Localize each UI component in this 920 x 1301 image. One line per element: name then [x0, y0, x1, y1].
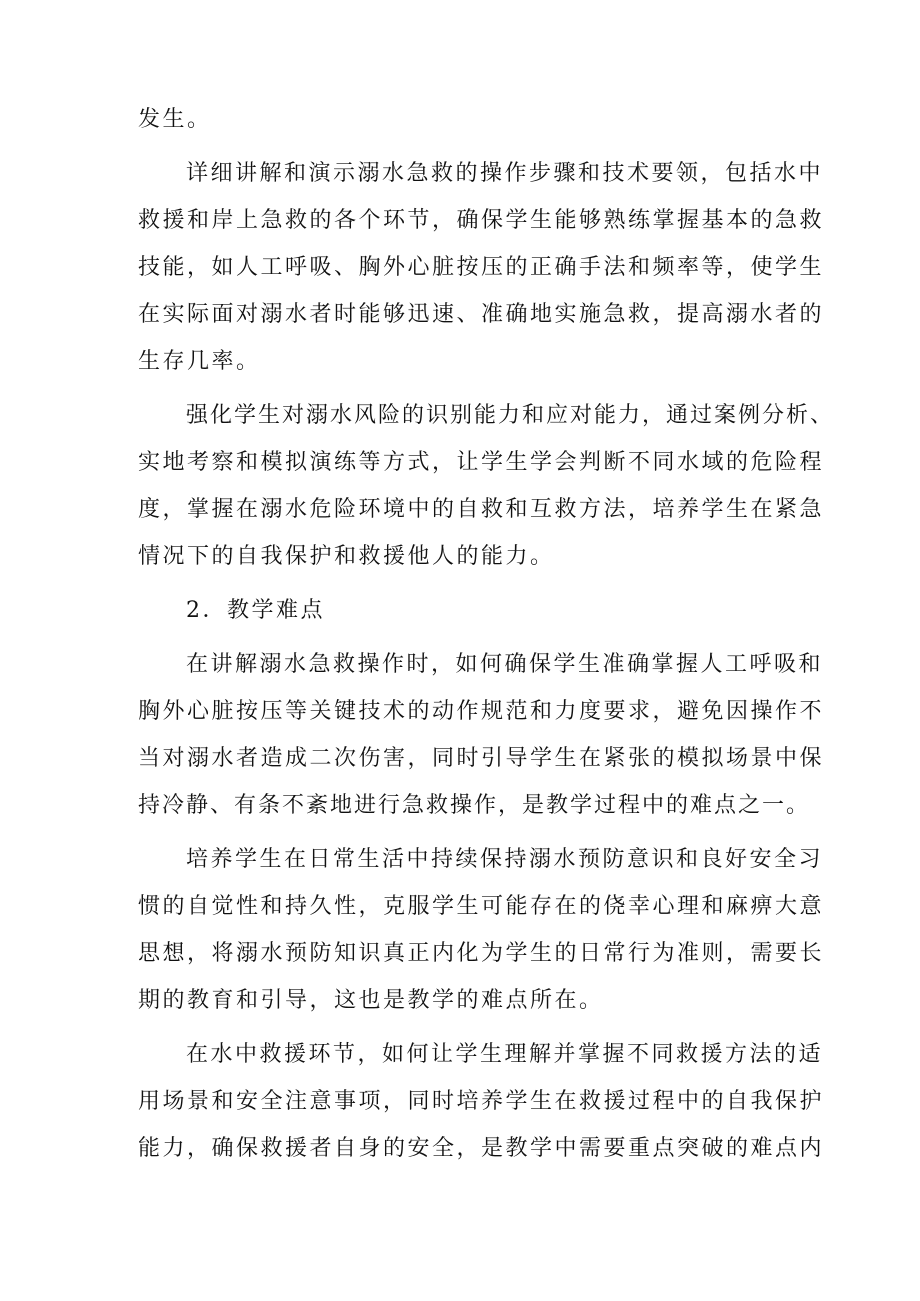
text-line: 在讲解溺水急救操作时，如何确保学生准确掌握人工呼吸和	[186, 652, 824, 677]
text-line: 强化学生对溺水风险的识别能力和应对能力，通过案例分析、	[186, 403, 835, 428]
text-line: 在水中救援环节，如何让学生理解并掌握不同救援方法的适	[186, 1042, 824, 1067]
section-heading: 2．教学难点	[186, 598, 325, 623]
text-line: 用场景和安全注意事项，同时培养学生在救援过程中的自我保护	[138, 1089, 825, 1114]
text-line: 度，掌握在溺水危险环境中的自救和互救方法，培养学生在紧急	[138, 497, 825, 522]
text-line: 实地考察和模拟演练等方式，让学生学会判断不同水域的危险程	[138, 450, 825, 475]
text-line: 惯的自觉性和持久性，克服学生可能存在的侥幸心理和麻痹大意	[138, 894, 825, 919]
text-line: 当对溺水者造成二次伤害，同时引导学生在紧张的模拟场景中保	[138, 746, 825, 771]
text-line: 详细讲解和演示溺水急救的操作步骤和技术要领，包括水中	[186, 161, 824, 186]
text-line: 发生。	[138, 107, 212, 132]
text-line: 能力，确保救援者自身的安全，是教学中需要重点突破的难点内	[138, 1136, 825, 1161]
text-line: 培养学生在日常生活中持续保持溺水预防意识和良好安全习	[186, 847, 824, 872]
text-line: 胸外心脏按压等关键技术的动作规范和力度要求，避免因操作不	[138, 699, 825, 724]
document-body	[138, 96, 835, 1172]
text-line: 情况下的自我保护和救援他人的能力。	[138, 544, 555, 569]
text-line: 在实际面对溺水者时能够迅速、准确地实施急救，提高溺水者的	[138, 302, 825, 327]
text-line: 持冷静、有条不紊地进行急救操作，是教学过程中的难点之一。	[138, 793, 811, 818]
text-line: 期的教育和引导，这也是教学的难点所在。	[138, 988, 604, 1013]
text-line: 生存几率。	[138, 349, 261, 374]
text-line: 技能，如人工呼吸、胸外心脏按压的正确手法和频率等，使学生	[138, 255, 825, 280]
text-line: 救援和岸上急救的各个环节，确保学生能够熟练掌握基本的急救	[138, 208, 825, 233]
text-line: 思想，将溺水预防知识真正内化为学生的日常行为准则，需要长	[138, 941, 825, 966]
